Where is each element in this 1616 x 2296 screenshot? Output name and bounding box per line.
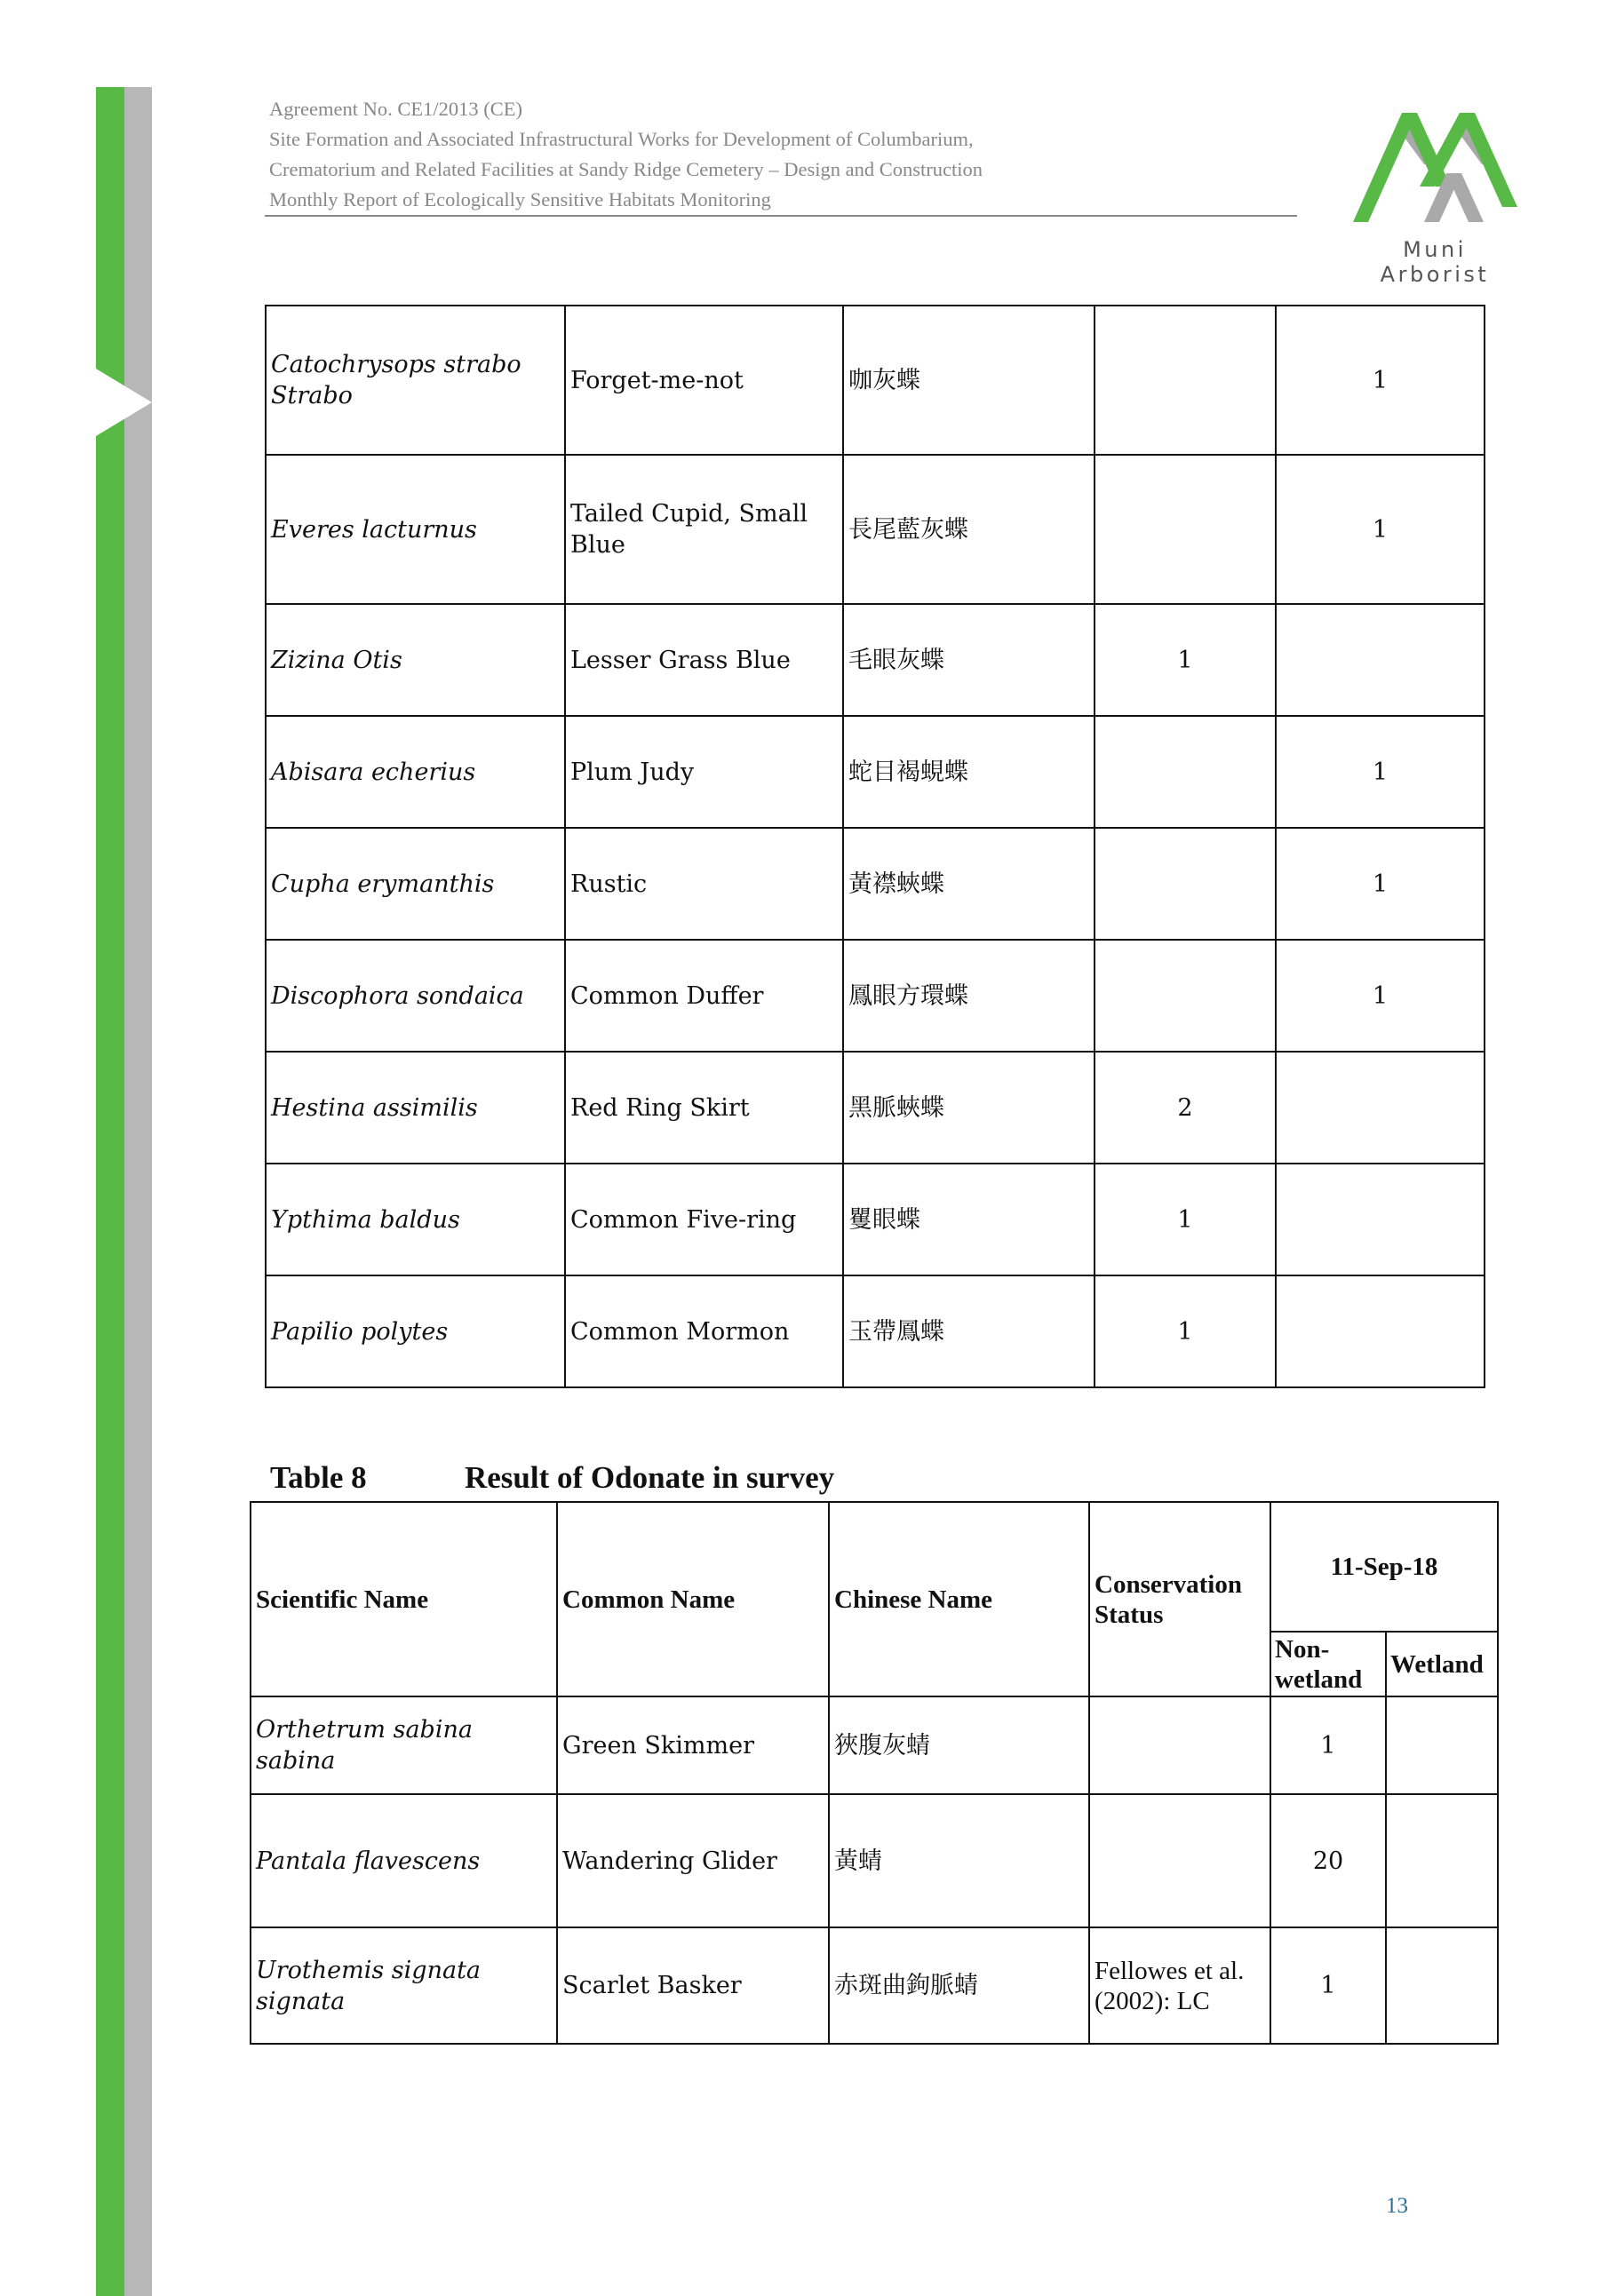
- chinese-name-cell: 赤斑曲鉤脈蜻: [829, 1927, 1089, 2044]
- conservation-status-cell: Fellowes et al. (2002): LC: [1089, 1927, 1270, 2044]
- column-header-common: Common Name: [557, 1502, 829, 1696]
- conservation-status-cell: [1089, 1794, 1270, 1927]
- column-header-survey-date: 11-Sep-18: [1270, 1502, 1498, 1632]
- chinese-name-cell: 蛇目褐蜆蝶: [843, 716, 1095, 828]
- common-name-cell: Red Ring Skirt: [565, 1052, 843, 1164]
- document-header: [269, 94, 1291, 215]
- common-name-cell: Common Mormon: [565, 1275, 843, 1387]
- column-header-chinese: Chinese Name: [829, 1502, 1089, 1696]
- wetland-count-cell: [1276, 1275, 1485, 1387]
- header-line: Site Formation and Associated Infrastructural Works for Development of Columbarium,: [269, 128, 974, 150]
- chinese-name-cell: 黑脈蛺蝶: [843, 1052, 1095, 1164]
- logo-mark-icon: [1353, 102, 1517, 222]
- chinese-name-cell: 鳳眼方環蝶: [843, 940, 1095, 1052]
- wetland-count-cell: [1386, 1794, 1498, 1927]
- side-bar-notch: [96, 369, 152, 436]
- header-line: Monthly Report of Ecologically Sensitive Habitats Monitoring: [269, 188, 771, 211]
- scientific-name-cell: Pantala flavescens: [251, 1794, 557, 1927]
- chinese-name-cell: 咖灰蝶: [843, 306, 1095, 455]
- butterfly-results-table: [265, 305, 1485, 1388]
- header-line: Agreement No. CE1/2013 (CE): [269, 98, 522, 120]
- non-wetland-count-cell: [1095, 940, 1276, 1052]
- table-caption: [270, 1459, 834, 1497]
- wetland-count-cell: [1276, 1052, 1485, 1164]
- table-row: [251, 1794, 1498, 1927]
- wetland-count-cell: [1386, 1927, 1498, 2044]
- wetland-count-cell: 1: [1276, 940, 1485, 1052]
- chinese-name-cell: 黃蜻: [829, 1794, 1089, 1927]
- wetland-count-cell: [1386, 1696, 1498, 1794]
- column-header-conservation: Conservation Status: [1089, 1502, 1270, 1696]
- common-name-cell: Rustic: [565, 828, 843, 940]
- table-row: [251, 1696, 1498, 1794]
- logo-text: Muni Arborist: [1380, 237, 1490, 287]
- non-wetland-count-cell: [1095, 455, 1276, 604]
- chinese-name-cell: 黃襟蛺蝶: [843, 828, 1095, 940]
- wetland-count-cell: 1: [1276, 455, 1485, 604]
- table-row: [266, 940, 1485, 1052]
- column-header-non-wetland: Non-wetland: [1270, 1632, 1386, 1696]
- scientific-name-cell: Urothemis signata signata: [251, 1927, 557, 2044]
- common-name-cell: Lesser Grass Blue: [565, 604, 843, 716]
- scientific-name-cell: Catochrysops strabo Strabo: [266, 306, 565, 455]
- non-wetland-count-cell: 20: [1270, 1794, 1386, 1927]
- non-wetland-count-cell: 2: [1095, 1052, 1276, 1164]
- chinese-name-cell: 矍眼蝶: [843, 1164, 1095, 1275]
- wetland-count-cell: [1276, 604, 1485, 716]
- table-row: [266, 604, 1485, 716]
- non-wetland-count-cell: 1: [1095, 1164, 1276, 1275]
- wetland-count-cell: [1276, 1164, 1485, 1275]
- non-wetland-count-cell: 1: [1095, 1275, 1276, 1387]
- table-caption-title: Result of Odonate in survey: [465, 1460, 835, 1495]
- common-name-cell: Forget-me-not: [565, 306, 843, 455]
- table-row: [266, 1164, 1485, 1275]
- common-name-cell: Plum Judy: [565, 716, 843, 828]
- non-wetland-count-cell: [1095, 716, 1276, 828]
- chinese-name-cell: 玉帶鳳蝶: [843, 1275, 1095, 1387]
- table-header-row: [251, 1502, 1498, 1632]
- non-wetland-count-cell: 1: [1270, 1927, 1386, 2044]
- table-row: [266, 306, 1485, 455]
- common-name-cell: Scarlet Basker: [557, 1927, 829, 2044]
- non-wetland-count-cell: 1: [1095, 604, 1276, 716]
- table-row: [266, 716, 1485, 828]
- scientific-name-cell: Discophora sondaica: [266, 940, 565, 1052]
- table-row: [266, 1275, 1485, 1387]
- scientific-name-cell: Zizina Otis: [266, 604, 565, 716]
- wetland-count-cell: 1: [1276, 716, 1485, 828]
- common-name-cell: Common Five-ring: [565, 1164, 843, 1275]
- common-name-cell: Common Duffer: [565, 940, 843, 1052]
- common-name-cell: Green Skimmer: [557, 1696, 829, 1794]
- non-wetland-count-cell: 1: [1270, 1696, 1386, 1794]
- scientific-name-cell: Orthetrum sabina sabina: [251, 1696, 557, 1794]
- column-header-scientific: Scientific Name: [251, 1502, 557, 1696]
- scientific-name-cell: Cupha erymanthis: [266, 828, 565, 940]
- table-row: [266, 828, 1485, 940]
- scientific-name-cell: Ypthima baldus: [266, 1164, 565, 1275]
- non-wetland-count-cell: [1095, 306, 1276, 455]
- wetland-count-cell: 1: [1276, 828, 1485, 940]
- chinese-name-cell: 毛眼灰蝶: [843, 604, 1095, 716]
- table-caption-label: Table 8: [270, 1460, 367, 1495]
- conservation-status-cell: [1089, 1696, 1270, 1794]
- odonate-results-table: [250, 1501, 1499, 2045]
- scientific-name-cell: Everes lacturnus: [266, 455, 565, 604]
- non-wetland-count-cell: [1095, 828, 1276, 940]
- scientific-name-cell: Abisara echerius: [266, 716, 565, 828]
- header-line: Crematorium and Related Facilities at Sandy Ridge Cemetery – Design and Construction: [269, 158, 983, 180]
- chinese-name-cell: 狹腹灰蜻: [829, 1696, 1089, 1794]
- table-row: [251, 1927, 1498, 2044]
- scientific-name-cell: Papilio polytes: [266, 1275, 565, 1387]
- common-name-cell: Tailed Cupid, Small Blue: [565, 455, 843, 604]
- chinese-name-cell: 長尾藍灰蝶: [843, 455, 1095, 604]
- table-row: [266, 1052, 1485, 1164]
- page-number: 13: [1386, 2194, 1408, 2218]
- scientific-name-cell: Hestina assimilis: [266, 1052, 565, 1164]
- column-header-wetland: Wetland: [1386, 1632, 1498, 1696]
- header-divider: [265, 215, 1297, 217]
- common-name-cell: Wandering Glider: [557, 1794, 829, 1927]
- table-row: [266, 455, 1485, 604]
- wetland-count-cell: 1: [1276, 306, 1485, 455]
- company-logo: [1346, 102, 1524, 287]
